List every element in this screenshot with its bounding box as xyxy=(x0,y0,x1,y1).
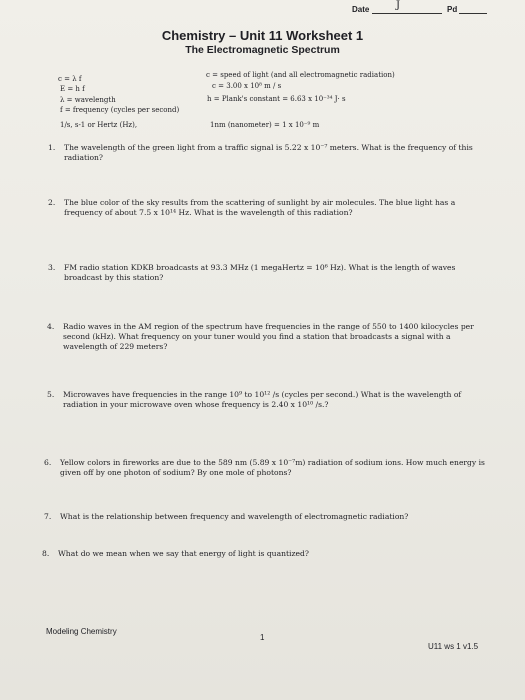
formula-right-4: 1nm (nanometer) = 1 x 10⁻⁹ m xyxy=(210,121,320,129)
question-7 xyxy=(44,512,504,524)
question-1 xyxy=(48,143,488,167)
question-number: 6. xyxy=(44,458,52,467)
handwritten-mark: J xyxy=(396,0,401,11)
question-6 xyxy=(44,458,498,482)
formula-right-1: c = 3.00 x 10⁸ m / s xyxy=(212,82,282,90)
date-blank xyxy=(372,5,442,14)
question-number: 3. xyxy=(48,263,56,272)
formula-right-0: c = speed of light (and all electromagnetic radiation) xyxy=(206,71,395,79)
question-number: 5. xyxy=(47,390,55,399)
question-text: Radio waves in the AM region of the spectrum have frequencies in the range of 550 to 1400 kilocycles per second (kHz). What frequency on your tuner would you find a station that broadcasts a signal with a wavelength of 229 meters? xyxy=(63,322,474,352)
question-5 xyxy=(47,390,497,426)
question-text: Yellow colors in fireworks are due to the 589 nm (5.89 x 10⁻⁷m) radiation of sodium ions. How much energy is given off by one photon of sodium? By one mole of photons? xyxy=(60,458,485,478)
question-4 xyxy=(47,322,497,358)
formula-left-0: c = λ f xyxy=(58,75,82,83)
question-text: Microwaves have frequencies in the range 10⁹ to 10¹² /s (cycles per second.) What is the wavelength of radiation in your microwave oven whose frequency is 2.40 x 10¹⁰ /s.? xyxy=(63,390,462,410)
period-field xyxy=(447,5,487,14)
page-subtitle: The Electromagnetic Spectrum xyxy=(185,44,340,56)
formula-left-3: f = frequency (cycles per second) xyxy=(60,106,180,114)
question-2 xyxy=(48,198,496,222)
period-blank xyxy=(459,5,487,14)
formula-left-4: 1/s, s-1 or Hertz (Hz), xyxy=(60,121,138,129)
question-text: What do we mean when we say that energy of light is quantized? xyxy=(58,549,309,558)
question-text: FM radio station KDKB broadcasts at 93.3 MHz (1 megaHertz = 10⁶ Hz). What is the length of waves broadcast by this station? xyxy=(64,263,456,283)
question-text: The wavelength of the green light from a traffic signal is 5.22 x 10⁻⁷ meters. What is the frequency of this radiation? xyxy=(64,143,473,163)
date-field xyxy=(352,5,442,14)
question-8 xyxy=(42,549,502,561)
footer-left: Modeling Chemistry xyxy=(46,627,117,636)
question-text: What is the relationship between frequency and wavelength of electromagnetic radiation? xyxy=(60,512,409,521)
date-label: Date xyxy=(352,5,370,14)
formula-left-1: E = h f xyxy=(60,85,85,93)
question-3 xyxy=(48,263,496,287)
footer-version: U11 ws 1 v1.5 xyxy=(428,642,479,651)
page-title: Chemistry – Unit 11 Worksheet 1 xyxy=(161,28,364,43)
question-number: 7. xyxy=(44,512,52,521)
formula-left-2: λ = wavelength xyxy=(60,96,116,104)
question-number: 1. xyxy=(48,143,56,152)
question-number: 2. xyxy=(48,198,56,207)
question-number: 4. xyxy=(47,322,55,331)
formula-right-2: h = Plank's constant = 6.63 x 10⁻³⁴ J· s xyxy=(207,95,346,103)
page-number: 1 xyxy=(260,633,265,642)
question-text: The blue color of the sky results from the scattering of sunlight by air molecules. The blue light has a frequency of about 7.5 x 10¹⁴ Hz. What is the wavelength of this radiation? xyxy=(64,198,456,218)
period-label: Pd xyxy=(447,5,458,14)
question-number: 8. xyxy=(42,549,50,558)
